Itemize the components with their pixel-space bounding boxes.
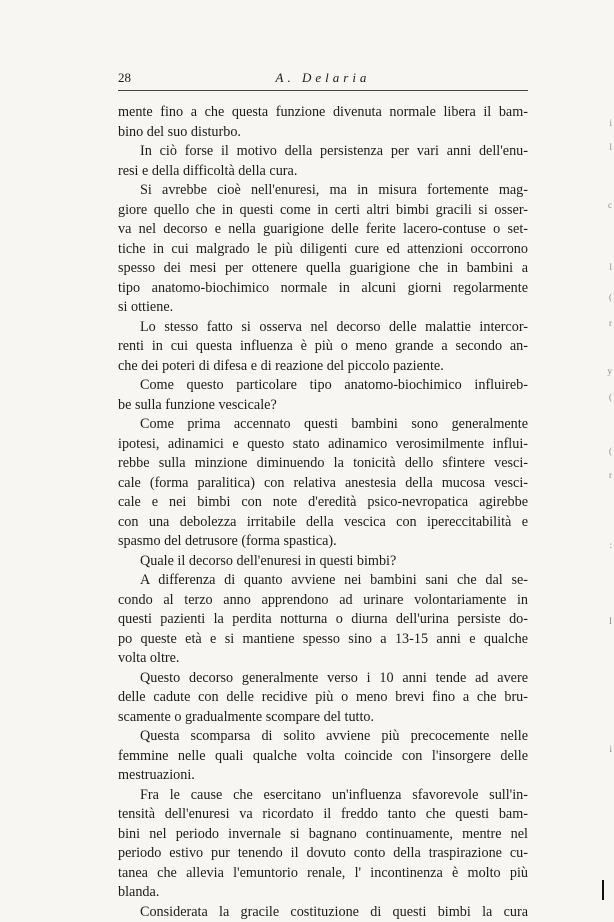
- header-rule: [118, 90, 528, 91]
- text-line: mente fino a che questa funzione divenuta normale libera il bam-: [118, 103, 528, 123]
- text-line: con una debolezza irritabile della vescica con ipereccitabilità e: [118, 513, 528, 533]
- edge-bar: [602, 880, 604, 900]
- text-line: condo al terzo anno apprendono ad urinare volontariamente in: [118, 591, 528, 611]
- text-line: bino del suo disturbo.: [118, 123, 528, 143]
- text-line: Considerata la gracile costituzione di questi bimbi la cura: [118, 903, 528, 922]
- text-line: Si avrebbe cioè nell'enuresi, ma in misura fortemente mag-: [118, 181, 528, 201]
- running-head: A. Delaria: [118, 70, 528, 86]
- text-line: tensità dell'enuresi va ricordato il freddo tanto che questi bam-: [118, 805, 528, 825]
- text-line: Come prima accennato questi bambini sono generalmente: [118, 415, 528, 435]
- text-line: tiche in cui malgrado le più diligenti cure ed attenzioni occorrono: [118, 240, 528, 260]
- edge-mark: l: [602, 262, 612, 272]
- text-line: si ottiene.: [118, 298, 528, 318]
- text-line: bini nel periodo invernale si bagnano continuamente, mentre nel: [118, 825, 528, 845]
- edge-mark: i: [602, 118, 612, 128]
- text-line: po queste età e si mantiene spesso sino a 13-15 anni e qualche: [118, 630, 528, 650]
- text-line: Questa scomparsa di solito avviene più precocemente nelle: [118, 727, 528, 747]
- edge-mark: l: [602, 142, 612, 152]
- edge-mark: c: [602, 200, 612, 210]
- edge-mark: (: [602, 292, 612, 302]
- text-line: delle cadute con delle recidive più o meno brevi fino a che bru-: [118, 688, 528, 708]
- text-line: A differenza di quanto avviene nei bambini sani che dal se-: [118, 571, 528, 591]
- text-line: periodo estivo pur tenendo il dovuto conto della traspirazione cu-: [118, 844, 528, 864]
- text-line: va nel decorso e nella guarigione delle ferite lacero-contuse o set-: [118, 220, 528, 240]
- text-line: Questo decorso generalmente verso i 10 anni tende ad avere: [118, 669, 528, 689]
- text-line: Lo stesso fatto si osserva nel decorso delle malattie intercor-: [118, 318, 528, 338]
- text-line: tipo anatomo-biochimico normale in alcuni giorni regolarmente: [118, 279, 528, 299]
- text-line: mestruazioni.: [118, 766, 528, 786]
- text-line: cale (forma paralitica) con relativa anestesia della mucosa vesci-: [118, 474, 528, 494]
- bleed-through-edge: [600, 0, 614, 900]
- body-text: [118, 103, 528, 922]
- edge-mark: r: [602, 318, 612, 328]
- text-line: giore quello che in questi come in certi altri bimbi gracili si osser-: [118, 201, 528, 221]
- text-line: be sulla funzione vescicale?: [118, 396, 528, 416]
- text-line: In ciò forse il motivo della persistenza per vari anni dell'enu-: [118, 142, 528, 162]
- edge-mark: i: [602, 744, 612, 754]
- text-line: spesso dei mesi per ottenere quella guarigione che in bambini a: [118, 259, 528, 279]
- text-line: spasmo del detrusore (forma spastica).: [118, 532, 528, 552]
- text-line: Come questo particolare tipo anatomo-biochimico influireb-: [118, 376, 528, 396]
- text-line: scamente o gradualmente scompare del tutto.: [118, 708, 528, 728]
- text-line: renti in cui questa influenza è più o meno grande a secondo an-: [118, 337, 528, 357]
- text-line: cale e nei bimbi con note d'eredità psico-nevropatica agirebbe: [118, 493, 528, 513]
- edge-mark: y: [602, 366, 612, 376]
- edge-mark: :: [602, 540, 612, 550]
- text-line: resi e della difficoltà della cura.: [118, 162, 528, 182]
- text-line: femmine nelle quali qualche volta coincide con l'insorgere delle: [118, 747, 528, 767]
- edge-mark: r: [602, 470, 612, 480]
- page-number: 28: [118, 70, 131, 86]
- edge-mark: (: [602, 392, 612, 402]
- text-line: tanea che allevia l'emuntorio renale, l' incontinenza è molto più: [118, 864, 528, 884]
- page-header: [118, 70, 528, 90]
- text-line: volta oltre.: [118, 649, 528, 669]
- text-line: blanda.: [118, 883, 528, 903]
- text-line: ipotesi, adinamici e questo stato adinamico verosimilmente influi-: [118, 435, 528, 455]
- text-line: Fra le cause che esercitano un'influenza sfavorevole sull'in-: [118, 786, 528, 806]
- text-line: rebbe sulla minzione diminuendo la tonicità dello sfintere vesci-: [118, 454, 528, 474]
- text-line: che dei poteri di difesa e di reazione del piccolo paziente.: [118, 357, 528, 377]
- edge-mark: (: [602, 446, 612, 456]
- text-line: Quale il decorso dell'enuresi in questi bimbi?: [118, 552, 528, 572]
- text-line: questi pazienti la perdita notturna o diurna dell'urina persiste do-: [118, 610, 528, 630]
- edge-mark: I: [602, 616, 612, 626]
